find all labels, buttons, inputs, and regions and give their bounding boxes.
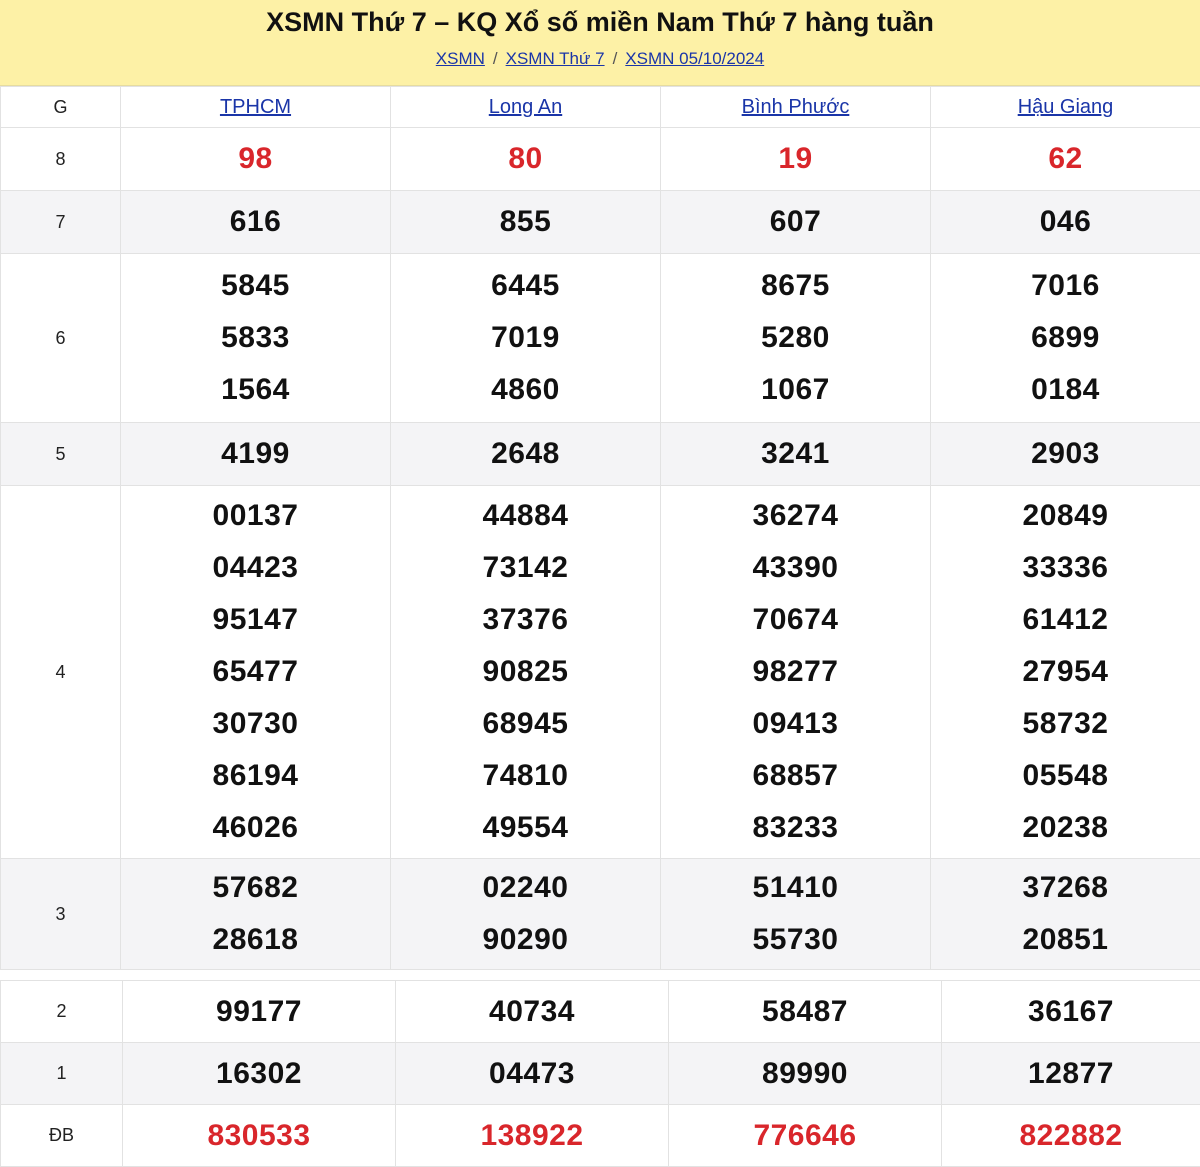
province-header-row xyxy=(1,87,1200,128)
prize-number: 19 xyxy=(661,128,931,191)
prize-cell xyxy=(121,254,391,423)
page-header xyxy=(0,0,1200,86)
prize-label: ĐB xyxy=(1,1105,123,1167)
prize-cell xyxy=(931,254,1200,423)
breadcrumb-xsmn[interactable]: XSMN xyxy=(436,49,485,68)
prize-number: 20851 xyxy=(931,914,1200,966)
prize-number: 83233 xyxy=(661,802,930,854)
prize-number: 27954 xyxy=(931,646,1200,698)
prize-number: 36167 xyxy=(942,981,1200,1043)
prize-number: 49554 xyxy=(391,802,660,854)
page-title: XSMN Thứ 7 – KQ Xổ số miền Nam Thứ 7 hàng tuần xyxy=(0,0,1200,44)
special-prize-number: 776646 xyxy=(669,1105,942,1167)
prize-number: 12877 xyxy=(942,1043,1200,1105)
prize-number: 58732 xyxy=(931,698,1200,750)
special-prize-number: 138922 xyxy=(396,1105,669,1167)
prize-cell xyxy=(661,254,931,423)
prize-row-1 xyxy=(1,1043,1200,1105)
prize-number: 4199 xyxy=(121,423,391,486)
prize-number: 1067 xyxy=(661,364,930,416)
province-link-tphcm[interactable]: TPHCM xyxy=(220,96,291,118)
prize-number: 90825 xyxy=(391,646,660,698)
prize-label: 4 xyxy=(1,486,121,859)
prize-number: 62 xyxy=(931,128,1200,191)
prize-label: 5 xyxy=(1,423,121,486)
province-header xyxy=(391,87,661,128)
prize-label: 7 xyxy=(1,191,121,254)
special-prize-number: 822882 xyxy=(942,1105,1200,1167)
prize-cell xyxy=(391,859,661,970)
prize-number: 6445 xyxy=(391,260,660,312)
prize-number: 4860 xyxy=(391,364,660,416)
prize-number: 61412 xyxy=(931,594,1200,646)
prize-number: 5845 xyxy=(121,260,390,312)
prize-number: 99177 xyxy=(123,981,396,1043)
prize-cell xyxy=(661,859,931,970)
province-header xyxy=(931,87,1200,128)
prize-label: 2 xyxy=(1,981,123,1043)
prize-number: 70674 xyxy=(661,594,930,646)
prize-number: 37376 xyxy=(391,594,660,646)
breadcrumb-xsmn-thu7[interactable]: XSMN Thứ 7 xyxy=(506,49,605,68)
prize-number: 33336 xyxy=(931,542,1200,594)
prize-row-7 xyxy=(1,191,1200,254)
province-link-binh-phuoc[interactable]: Bình Phước xyxy=(742,96,850,118)
prize-number: 00137 xyxy=(121,490,390,542)
prize-number: 1564 xyxy=(121,364,390,416)
prize-cell xyxy=(391,486,661,859)
prize-number: 046 xyxy=(931,191,1200,254)
prize-number: 90290 xyxy=(391,914,660,966)
prize-number: 30730 xyxy=(121,698,390,750)
prize-row-6 xyxy=(1,254,1200,423)
special-prize-number: 830533 xyxy=(123,1105,396,1167)
prize-number: 86194 xyxy=(121,750,390,802)
prize-number: 7016 xyxy=(931,260,1200,312)
prize-label: 1 xyxy=(1,1043,123,1105)
prize-number: 46026 xyxy=(121,802,390,854)
prize-number: 55730 xyxy=(661,914,930,966)
prize-number: 68945 xyxy=(391,698,660,750)
prize-number: 98 xyxy=(121,128,391,191)
prize-number: 80 xyxy=(391,128,661,191)
prize-number: 0184 xyxy=(931,364,1200,416)
province-link-hau-giang[interactable]: Hậu Giang xyxy=(1018,96,1114,118)
breadcrumb-date[interactable]: XSMN 05/10/2024 xyxy=(625,49,764,68)
prize-row-special xyxy=(1,1105,1200,1167)
prize-row-2 xyxy=(1,981,1200,1043)
prize-row-4 xyxy=(1,486,1200,859)
prize-number: 6899 xyxy=(931,312,1200,364)
prize-number: 09413 xyxy=(661,698,930,750)
prize-number: 40734 xyxy=(396,981,669,1043)
prize-number: 36274 xyxy=(661,490,930,542)
prize-number: 57682 xyxy=(121,862,390,914)
prize-label: 3 xyxy=(1,859,121,970)
prize-number: 43390 xyxy=(661,542,930,594)
prize-cell xyxy=(121,486,391,859)
prize-cell xyxy=(661,486,931,859)
prize-number: 89990 xyxy=(669,1043,942,1105)
prize-number: 51410 xyxy=(661,862,930,914)
prize-cell xyxy=(931,859,1200,970)
prize-column-header: G xyxy=(1,87,121,128)
prize-number: 20849 xyxy=(931,490,1200,542)
prize-number: 3241 xyxy=(661,423,931,486)
results-table-lower xyxy=(0,980,1200,1167)
table-gap xyxy=(0,970,1200,980)
prize-number: 73142 xyxy=(391,542,660,594)
prize-number: 5280 xyxy=(661,312,930,364)
prize-number: 616 xyxy=(121,191,391,254)
prize-number: 2903 xyxy=(931,423,1200,486)
prize-number: 98277 xyxy=(661,646,930,698)
prize-number: 607 xyxy=(661,191,931,254)
breadcrumb: XSMN / XSMN Thứ 7 / XSMN 05/10/2024 xyxy=(0,44,1200,74)
prize-number: 05548 xyxy=(931,750,1200,802)
prize-number: 68857 xyxy=(661,750,930,802)
prize-row-8 xyxy=(1,128,1200,191)
prize-number: 04423 xyxy=(121,542,390,594)
prize-cell xyxy=(391,254,661,423)
prize-label: 8 xyxy=(1,128,121,191)
prize-number: 16302 xyxy=(123,1043,396,1105)
prize-cell xyxy=(121,859,391,970)
prize-number: 65477 xyxy=(121,646,390,698)
prize-number: 8675 xyxy=(661,260,930,312)
prize-number: 02240 xyxy=(391,862,660,914)
prize-number: 20238 xyxy=(931,802,1200,854)
prize-row-5 xyxy=(1,423,1200,486)
results-table-main xyxy=(0,86,1200,970)
province-link-long-an[interactable]: Long An xyxy=(489,96,562,118)
prize-number: 5833 xyxy=(121,312,390,364)
prize-number: 04473 xyxy=(396,1043,669,1105)
prize-number: 7019 xyxy=(391,312,660,364)
prize-number: 95147 xyxy=(121,594,390,646)
prize-number: 2648 xyxy=(391,423,661,486)
prize-number: 37268 xyxy=(931,862,1200,914)
province-header xyxy=(661,87,931,128)
province-header xyxy=(121,87,391,128)
prize-cell xyxy=(931,486,1200,859)
prize-label: 6 xyxy=(1,254,121,423)
prize-number: 58487 xyxy=(669,981,942,1043)
prize-number: 44884 xyxy=(391,490,660,542)
prize-number: 28618 xyxy=(121,914,390,966)
prize-row-3 xyxy=(1,859,1200,970)
prize-number: 855 xyxy=(391,191,661,254)
prize-number: 74810 xyxy=(391,750,660,802)
